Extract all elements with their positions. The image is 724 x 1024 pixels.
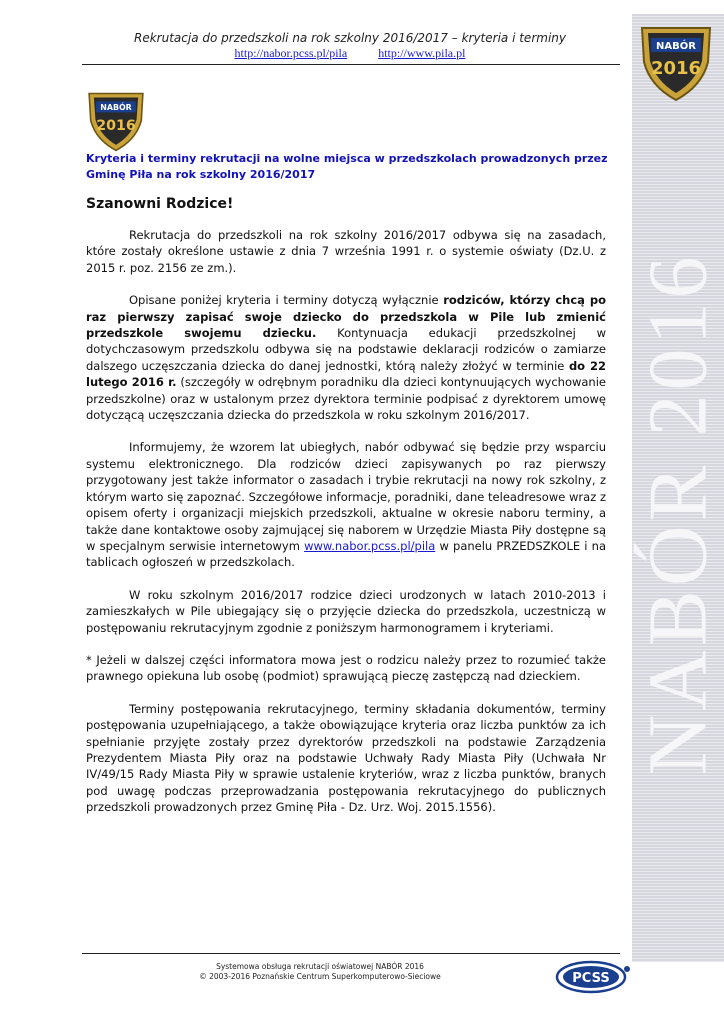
footer-line-1: Systemowa obsługa rekrutacji oświatowej NABÓR 2016 — [216, 962, 424, 971]
badge-top-line1: NABÓR — [656, 41, 696, 52]
badge-top-line2: 2016 — [650, 58, 702, 79]
paragraph-5: * Jeżeli w dalszej części informatora mowa jest o rodzicu należy przez to rozumieć także prawnego opiekuna lub osobę (podmiot) sprawującą pieczę zastępczą nad dzieckiem. — [86, 652, 606, 684]
paragraph-2-bold: rodziców, którzy chcą po raz pierwszy zapisać swoje dziecko do przedszkola w Pile lub zmienić przedszkole swojemu dziecku. — [86, 293, 607, 341]
paragraph-3: Informujemy, że wzorem lat ubiegłych, nabór odbywać się będzie przy wsparciu systemu elektronicznego. Dla rodziców dzieci zapisywanych po raz pierwszy przygotowany jest także informator o zasadach i trybie rekrutacji na nowy rok szkolny, z którym warto się zapoznać. Szczegółowe informacje, poradniki, dane teleadresowe wraz z opisem oferty i organizacji miejskich przedszkoli, aktualne w okresie naboru terminy, a także dane kontaktowe osoby zajmującej się naborem w Urzędzie Miasta Piły dostępne są w specjalnym serwisie internetowym www.nabor.pcss.pl/pila w panelu PRZEDSZKOLE i na tablicach ogłoszeń w przedszkolach. — [86, 440, 606, 570]
nabor-logo-icon — [84, 84, 148, 152]
nabor-link[interactable]: http://nabor.pcss.pl/pila — [234, 46, 348, 60]
paragraph-6: Terminy postępowania rekrutacyjnego, terminy składania dokumentów, terminy postępowania uzupełniającego, a także obowiązujące kryteria oraz liczba punktów za ich spełnianie przyjęte zostały przez dyrektorów przedszkoli na podstawie Zarządzenia Prezydentem Miasta Piły oraz na podstawie Uchwały Rady Miasta Piły (Uchwała Nr IV/49/15 Rady Miasta Piły w sprawie ustalenie kryteriów, wraz z liczba punktów, branych pod uwagę podczas przeprowadzania postępowania rekrutacyjnego do publicznych przedszkoli prowadzonych przez Gminę Piła - Dz. Urz. Woj. 2015.1556). — [86, 701, 606, 815]
badge-main-line1: NABÓR — [100, 103, 132, 113]
footer-text — [120, 962, 520, 981]
deadline-date: do 22 lutego 2016 r. — [86, 358, 606, 390]
footer-line-2: © 2003-2016 Poznańskie Centrum Superkomputerowo-Sieciowe — [199, 971, 441, 981]
header-title: Rekrutacja do przedszkoli na rok szkolny 2016/2017 – kryteria i terminy — [134, 31, 566, 45]
greeting: Szanowni Rodzice! — [86, 196, 234, 212]
pcss-logo-icon — [555, 959, 635, 995]
badge-main-line2: 2016 — [96, 117, 136, 134]
paragraph-2: Opisane poniżej kryteria i terminy dotyczą wyłącznie rodziców, którzy chcą po raz pierwszy zapisać swoje dziecko do przedszkola w Pile lub zmienić przedszkole swojemu dziecku. Kontynuacja edukacji przedszkolnej w dotychczasowym przedszkolu odbywa się na podstawie deklaracji rodziców o zamiarze dalszego uczęszczania dziecka do danej jednostki, którą należy złożyć w terminie do 22 lutego 2016 r. (szczegóły w odrębnym poradniku dla dzieci kontynuujących wychowanie przedszkolne) oraz w ustalonym przez dyrektora terminie podpisać z dyrektorem umowę dotyczącą uczęszczania dziecka do przedszkola w roku szkolnym 2016/2017. — [86, 293, 607, 423]
pcss-logo-text: PCSS — [572, 971, 610, 986]
sidebar-vertical-text: NABÓR 2016 — [631, 252, 724, 776]
document-heading: Kryteria i terminy rekrutacji na wolne miejsca w przedszkolach prowadzonych przez Gminę Piła na rok szkolny 2016/2017 — [86, 152, 608, 181]
nabor-badge-icon — [636, 16, 716, 102]
paragraph-1: Rekrutacja do przedszkoli na rok szkolny 2016/2017 odbywa się na zasadach, które zostały określone ustawie z dnia 7 września 1991 r. o systemie oświaty (Dz.U. z 2015 r. poz. 2156 ze zm.). — [86, 228, 606, 275]
footer-divider — [82, 953, 620, 954]
document-body — [86, 227, 606, 832]
nabor-service-link[interactable]: www.nabor.pcss.pl/pila — [304, 538, 436, 553]
pila-link[interactable]: http://www.pila.pl — [378, 46, 466, 60]
sidebar-banner — [632, 14, 724, 962]
header-divider — [82, 64, 620, 65]
header-links — [80, 46, 620, 61]
paragraph-4: W roku szkolnym 2016/2017 rodzice dzieci urodzonych w latach 2010-2013 i zamieszkałych w Pile ubiegający się o przyjęcie dziecka do przedszkola, uczestniczą w postępowaniu rekrutacyjnym zgodnie z poniższym harmonogramem i kryteriami. — [86, 587, 606, 635]
